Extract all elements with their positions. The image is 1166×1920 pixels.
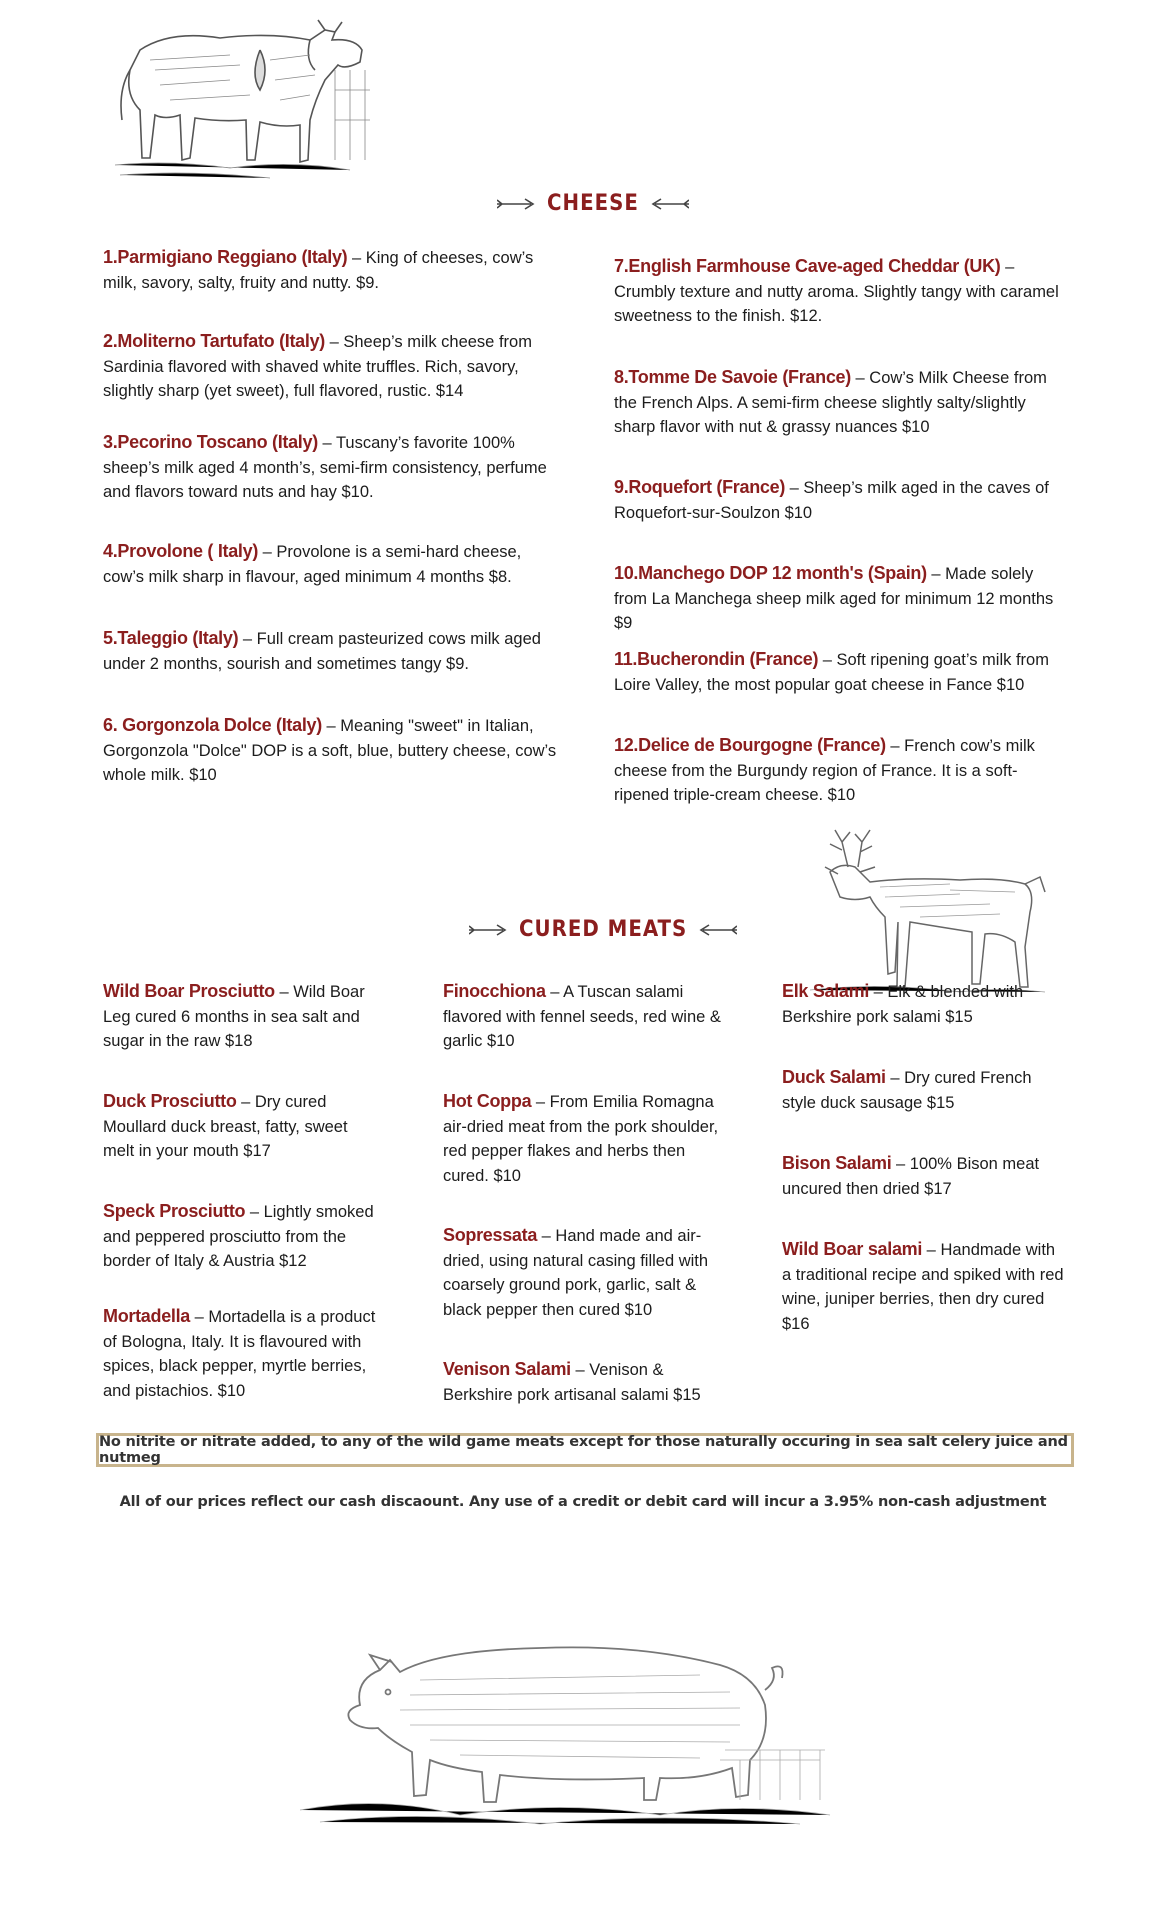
meat-item — [782, 1237, 1067, 1336]
item-name: 5.Taleggio (Italy) — [103, 628, 239, 648]
cheese-title-text: CHEESE — [547, 191, 639, 216]
item-name: Wild Boar Prosciutto — [103, 981, 275, 1001]
item-name: Elk Salami — [782, 981, 870, 1001]
item-name: 8.Tomme De Savoie (France) — [614, 367, 851, 387]
cheese-item — [103, 245, 558, 295]
item-desc: – Dry cured Moullard duck breast, fatty, sweet melt in your mouth $17 — [103, 1093, 348, 1160]
meat-item — [103, 979, 383, 1054]
item-name: 2.Moliterno Tartufato (Italy) — [103, 331, 325, 351]
cheese-item — [103, 539, 558, 589]
item-name: 11.Bucherondin (France) — [614, 649, 819, 669]
item-desc: – From Emilia Romagna air-dried meat from the pork shoulder, red pepper flakes and herbs then cured. $10 — [443, 1093, 719, 1185]
item-desc: – Meaning "sweet" in Italian, Gorgonzola "Dolce" DOP is a soft, blue, buttery cheese, cow’s whole milk. $10 — [103, 717, 557, 784]
cheese-item — [614, 733, 1044, 808]
item-name: 12.Delice de Bourgogne (France) — [614, 735, 886, 755]
cheese-item — [103, 329, 558, 404]
meat-item — [782, 1065, 1052, 1115]
cheese-item — [614, 475, 1064, 525]
item-desc: – Venison & Berkshire pork artisanal salami $15 — [443, 1361, 701, 1404]
meat-item — [103, 1199, 383, 1274]
item-name: 10.Manchego DOP 12 month's (Spain) — [614, 563, 927, 583]
item-name: 4.Provolone ( Italy) — [103, 541, 259, 561]
item-desc: – 100% Bison meat uncured then dried $17 — [782, 1155, 1040, 1198]
cheese-item — [614, 647, 1064, 697]
arrow-left-icon — [697, 924, 737, 936]
cash-discount-note: All of our prices reflect our cash discaount. Any use of a credit or debit card will incur a 3.95% non-cash adjustment — [119, 1494, 1047, 1510]
item-desc: – A Tuscan salami flavored with fennel seeds, red wine & garlic $10 — [443, 983, 721, 1050]
item-desc: – King of cheeses, cow’s milk, savory, salty, fruity and nutty. $9. — [103, 249, 534, 292]
item-desc: – Crumbly texture and nutty aroma. Slightly tangy with caramel sweetness to the finish. $12. — [614, 258, 1059, 325]
arrow-left-icon — [649, 198, 689, 210]
cured-meats-title-text: CURED MEATS — [519, 917, 688, 942]
cheese-item — [103, 713, 558, 788]
item-desc: – Provolone is a semi-hard cheese, cow’s milk sharp in flavour, aged minimum 4 months $8. — [103, 543, 522, 586]
nitrite-notice-box — [96, 1433, 1074, 1467]
item-desc: – Full cream pasteurized cows milk aged under 2 months, sourish and sometimes tangy $9. — [103, 630, 541, 673]
item-name: Speck Prosciutto — [103, 1201, 246, 1221]
item-name: Mortadella — [103, 1306, 191, 1326]
meat-item — [443, 979, 728, 1054]
meat-item — [443, 1089, 723, 1188]
cheese-item — [614, 561, 1064, 636]
item-name: 6. Gorgonzola Dolce (Italy) — [103, 715, 322, 735]
item-desc: – Handmade with a traditional recipe and spiked with red wine, juniper berries, then dry cured $16 — [782, 1241, 1064, 1333]
item-desc: – Lightly smoked and peppered prosciutto from the border of Italy & Austria $12 — [103, 1203, 374, 1270]
pig-illustration — [300, 1610, 840, 1830]
arrow-right-icon — [497, 198, 537, 210]
meat-item — [782, 1151, 1052, 1201]
item-name: 7.English Farmhouse Cave-aged Cheddar (UK) — [614, 256, 1001, 276]
item-desc: – Cow’s Milk Cheese from the French Alps. A semi-firm cheese slightly salty/slightly sharp flavor with nut & grassy nuances $10 — [614, 369, 1047, 436]
cow-illustration — [110, 10, 375, 185]
item-name: Finocchiona — [443, 981, 546, 1001]
arrow-right-icon — [469, 924, 509, 936]
meat-item — [103, 1089, 373, 1164]
item-name: Sopressata — [443, 1225, 538, 1245]
item-name: 3.Pecorino Toscano (Italy) — [103, 432, 318, 452]
item-desc: – Wild Boar Leg cured 6 months in sea salt and sugar in the raw $18 — [103, 983, 365, 1050]
item-name: Hot Coppa — [443, 1091, 532, 1111]
item-desc: – Hand made and air-dried, using natural casing filled with coarsely ground pork, garlic, salt & black pepper then cured $10 — [443, 1227, 709, 1319]
item-desc: – Sheep’s milk cheese from Sardinia flavored with shaved white truffles. Rich, savory, slightly sharp (yet sweet), full flavored, rustic. $14 — [103, 333, 532, 400]
nitrite-notice-text: No nitrite or nitrate added, to any of the wild game meats except for those naturally occuring in sea salt celery juice and nutmeg — [99, 1434, 1068, 1466]
cheese-item — [103, 626, 558, 676]
item-name: Bison Salami — [782, 1153, 892, 1173]
meat-item — [782, 979, 1052, 1029]
item-desc: – Made solely from La Manchega sheep milk aged for minimum 12 months $9 — [614, 565, 1054, 632]
cheese-section-title — [497, 191, 689, 216]
meat-item — [443, 1223, 728, 1322]
item-desc: – Mortadella is a product of Bologna, Italy. It is flavoured with spices, black pepper, myrtle berries, and pistachios. $10 — [103, 1308, 376, 1400]
cured-meats-section-title — [469, 917, 737, 942]
item-name: Duck Salami — [782, 1067, 886, 1087]
item-desc: – Elk & blended with Berkshire pork salami $15 — [782, 983, 1024, 1026]
item-desc: – Soft ripening goat’s milk from Loire Valley, the most popular goat cheese in Fance $10 — [614, 651, 1049, 694]
item-name: 1.Parmigiano Reggiano (Italy) — [103, 247, 348, 267]
item-name: Venison Salami — [443, 1359, 571, 1379]
item-desc: – Tuscany’s favorite 100% sheep’s milk aged 4 month’s, semi-firm consistency, perfume and flavors toward nuts and hay $10. — [103, 434, 547, 501]
item-name: Duck Prosciutto — [103, 1091, 237, 1111]
item-name: Wild Boar salami — [782, 1239, 923, 1259]
meat-item — [103, 1304, 383, 1403]
deer-illustration — [800, 822, 1050, 997]
item-desc: – French cow’s milk cheese from the Burgundy region of France. It is a soft-ripened triple-cream cheese. $10 — [614, 737, 1035, 804]
item-desc: – Sheep’s milk aged in the caves of Roquefort-sur-Soulzon $10 — [614, 479, 1049, 522]
meat-item — [443, 1357, 728, 1407]
cheese-item — [614, 254, 1064, 329]
item-name: 9.Roquefort (France) — [614, 477, 786, 497]
item-desc: – Dry cured French style duck sausage $15 — [782, 1069, 1032, 1112]
cheese-item — [614, 365, 1064, 440]
cheese-item — [103, 430, 558, 505]
